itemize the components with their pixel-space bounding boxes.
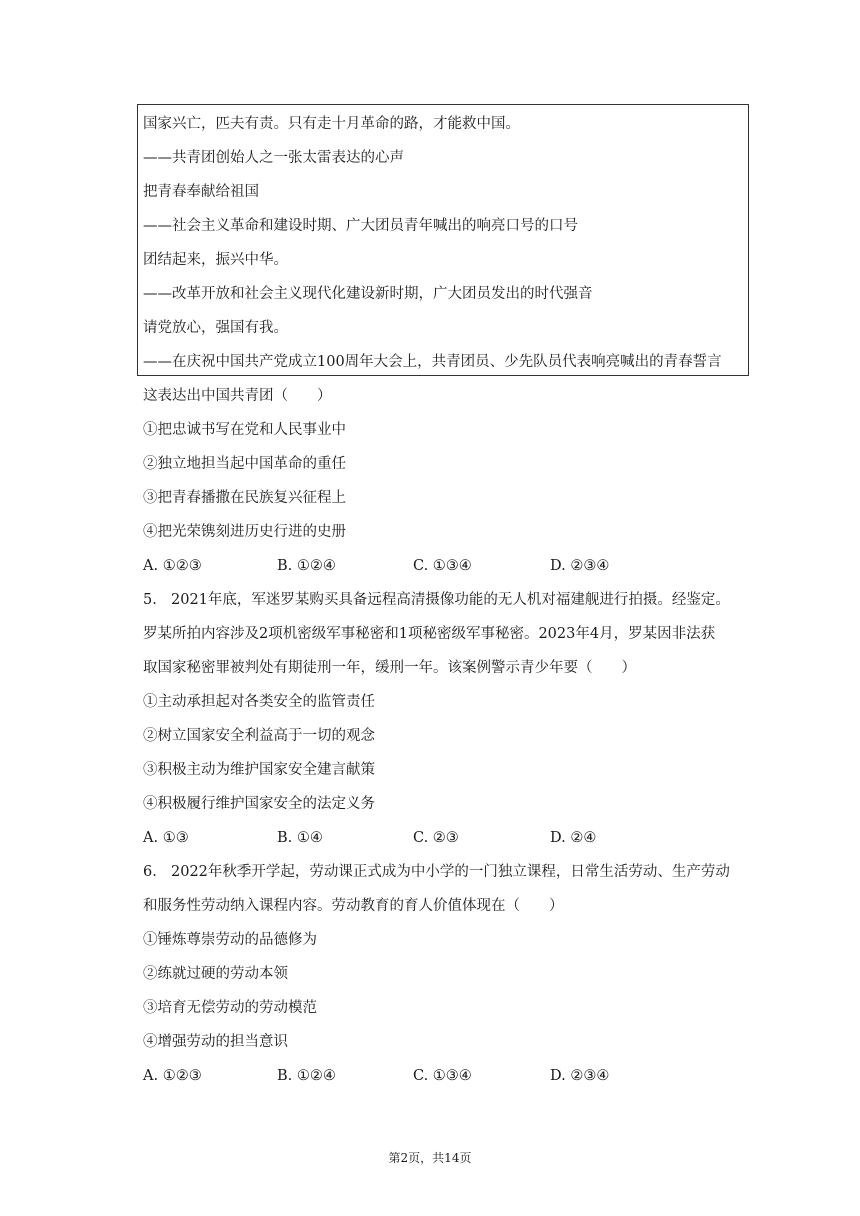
page-number: 第2页，共14页 [388,1151,472,1165]
statement: ②练就过硬的劳动本领 [143,966,288,982]
option-d[interactable]: D. ②③④ [550,1068,610,1084]
question-5-stem [143,590,730,610]
statement: ③把青春播撒在民族复兴征程上 [143,490,346,506]
statement: ①锤炼尊崇劳动的品德修为 [143,932,317,948]
statement: ②独立地担当起中国革命的重任 [143,456,346,472]
quote-line: ——社会主义革命和建设时期、广大团员青年喊出的响亮口号的口号 [143,218,578,234]
option-d[interactable]: D. ②④ [550,830,597,846]
quote-line: 国家兴亡，匹夫有责。只有走十月革命的路，才能救中国。 [143,116,520,132]
option-a[interactable]: A. ①③ [143,830,189,846]
option-c[interactable]: C. ②③ [413,830,459,846]
statement: ③培育无偿劳动的劳动模范 [143,1000,317,1016]
statement: ③积极主动为维护国家安全建言献策 [143,762,375,778]
question-text: 和服务性劳动纳入课程内容。劳动教育的育人价值体现在（ ） [143,898,564,914]
question-text: 2022年秋季开学起，劳动课正式成为中小学的一门独立课程，日常生活劳动、生产劳动 [171,864,730,880]
option-b[interactable]: B. ①②④ [277,1068,336,1084]
option-c[interactable]: C. ①③④ [413,1068,472,1084]
question-number: 6. [143,864,157,880]
quote-line: ——在庆祝中国共产党成立100周年大会上，共青团员、少先队员代表响亮喊出的青春誓言 [143,354,722,370]
quote-line: 把青春奉献给祖国 [143,184,259,200]
question-text: 罗某所拍内容涉及2项机密级军事秘密和1项秘密级军事秘密。2023年4月，罗某因非法获 [143,626,716,642]
quote-line: ——共青团创始人之一张太雷表达的心声 [143,150,404,166]
quote-line: ——改革开放和社会主义现代化建设新时期，广大团员发出的时代强音 [143,286,593,302]
question-text: 取国家秘密罪被判处有期徒刑一年，缓刑一年。该案例警示青少年要（ ） [143,660,636,676]
option-b[interactable]: B. ①②④ [277,558,336,574]
option-c[interactable]: C. ①③④ [413,558,472,574]
question-text: 2021年底，军迷罗某购买具备远程高清摄像功能的无人机对福建舰进行拍摄。经鉴定。 [171,592,730,608]
quote-line: 请党放心，强国有我。 [143,320,288,336]
option-a[interactable]: A. ①②③ [143,1068,202,1084]
option-d[interactable]: D. ②③④ [550,558,610,574]
question-stem: 这表达出中国共青团（ ） [143,388,332,404]
question-6-stem [143,862,730,882]
statement: ④增强劳动的担当意识 [143,1034,288,1050]
question-number: 5. [143,592,157,608]
statement: ①主动承担起对各类安全的监管责任 [143,694,375,710]
statement: ④积极履行维护国家安全的法定义务 [143,796,375,812]
statement: ④把光荣镌刻进历史行进的史册 [143,524,346,540]
statement: ②树立国家安全利益高于一切的观念 [143,728,375,744]
quote-line: 团结起来，振兴中华。 [143,252,288,268]
statement: ①把忠诚书写在党和人民事业中 [143,422,346,438]
option-a[interactable]: A. ①②③ [143,558,202,574]
option-b[interactable]: B. ①④ [277,830,323,846]
